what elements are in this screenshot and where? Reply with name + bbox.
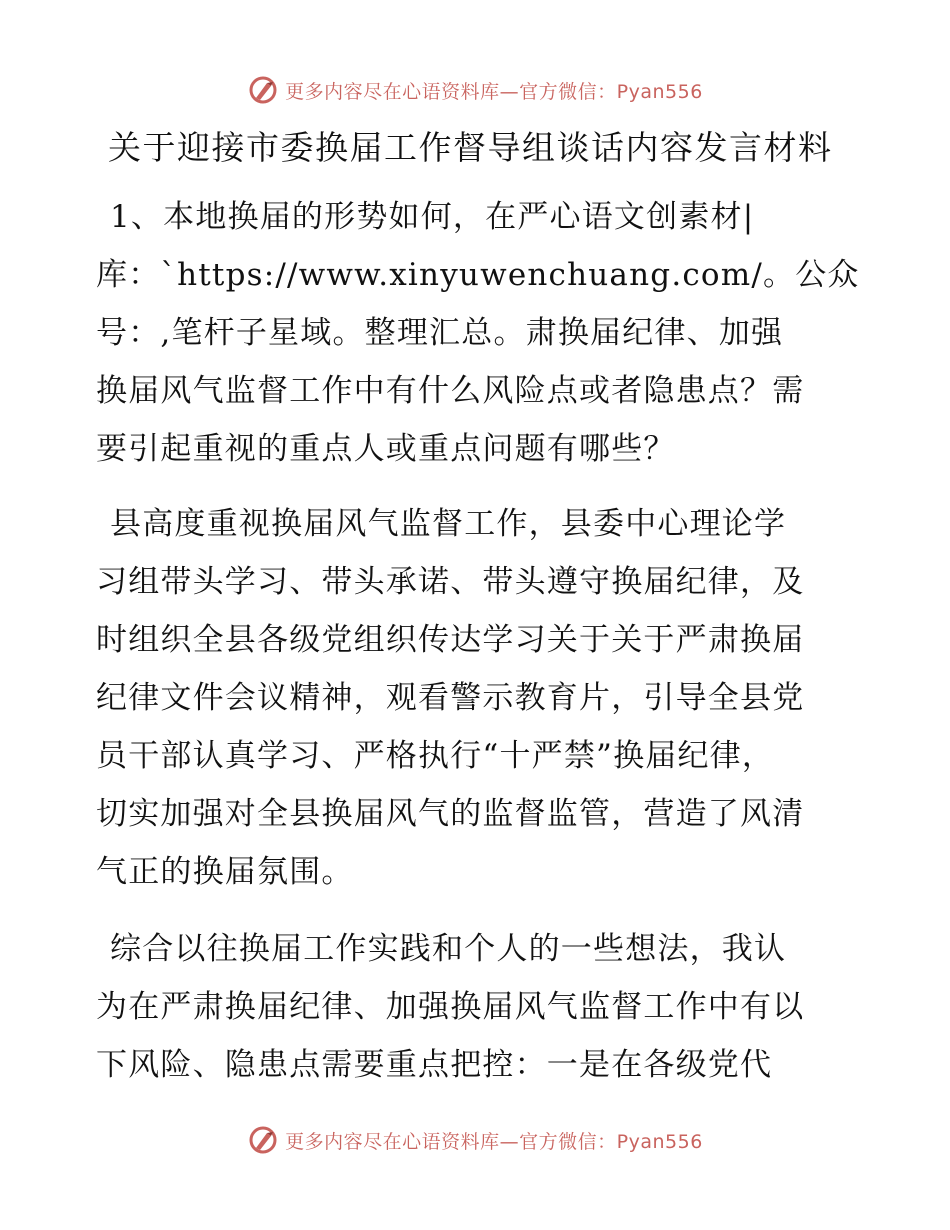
watermark-text: 更多内容尽在心语资料库—官方微信：Pyan556 xyxy=(285,1130,703,1153)
paragraph-2 xyxy=(96,495,866,901)
text-line: 下风险、隐患点需要重点把控：一是在各级党代 xyxy=(96,1047,773,1083)
footer-watermark xyxy=(0,1120,950,1160)
text-line: 综合以往换届工作实践和个人的一些想法，我认 xyxy=(110,931,787,967)
text-line: 员干部认真学习、严格执行“十严禁”换届纪律， xyxy=(96,738,775,774)
text-line: 库：`https://www.xinyuwenchuang.com/。公众 xyxy=(96,257,860,293)
header-watermark xyxy=(0,70,950,110)
document-title: 关于迎接市委换届工作督导组谈话内容发言材料 xyxy=(108,128,833,167)
text-line: 换届风气监督工作中有什么风险点或者隐患点？需 xyxy=(96,373,805,409)
text-line: 纪律文件会议精神，观看警示教育片，引导全县党 xyxy=(96,680,805,716)
text-line: 号：,笔杆子星域。整理汇总。肃换届纪律、加强 xyxy=(96,315,784,351)
pen-nib-logo-icon xyxy=(247,74,279,106)
text-line: 县高度重视换届风气监督工作，县委中心理论学 xyxy=(110,506,787,542)
paragraph-1 xyxy=(96,188,866,478)
paragraph-3 xyxy=(96,920,866,1094)
text-line: 1、本地换届的形势如何，在严心语文创素材| xyxy=(110,199,755,235)
text-line: 切实加强对全县换届风气的监督监管，营造了风清 xyxy=(96,796,805,832)
text-line: 习组带头学习、带头承诺、带头遵守换届纪律，及 xyxy=(96,564,805,600)
text-line: 气正的换届氛围。 xyxy=(96,854,354,890)
text-line: 为在严肃换届纪律、加强换届风气监督工作中有以 xyxy=(96,989,805,1025)
watermark-text: 更多内容尽在心语资料库—官方微信：Pyan556 xyxy=(285,80,703,103)
text-line: 要引起重视的重点人或重点问题有哪些？ xyxy=(96,431,676,467)
text-line: 时组织全县各级党组织传达学习关于关于严肃换届 xyxy=(96,622,805,658)
pen-nib-logo-icon xyxy=(247,1124,279,1156)
